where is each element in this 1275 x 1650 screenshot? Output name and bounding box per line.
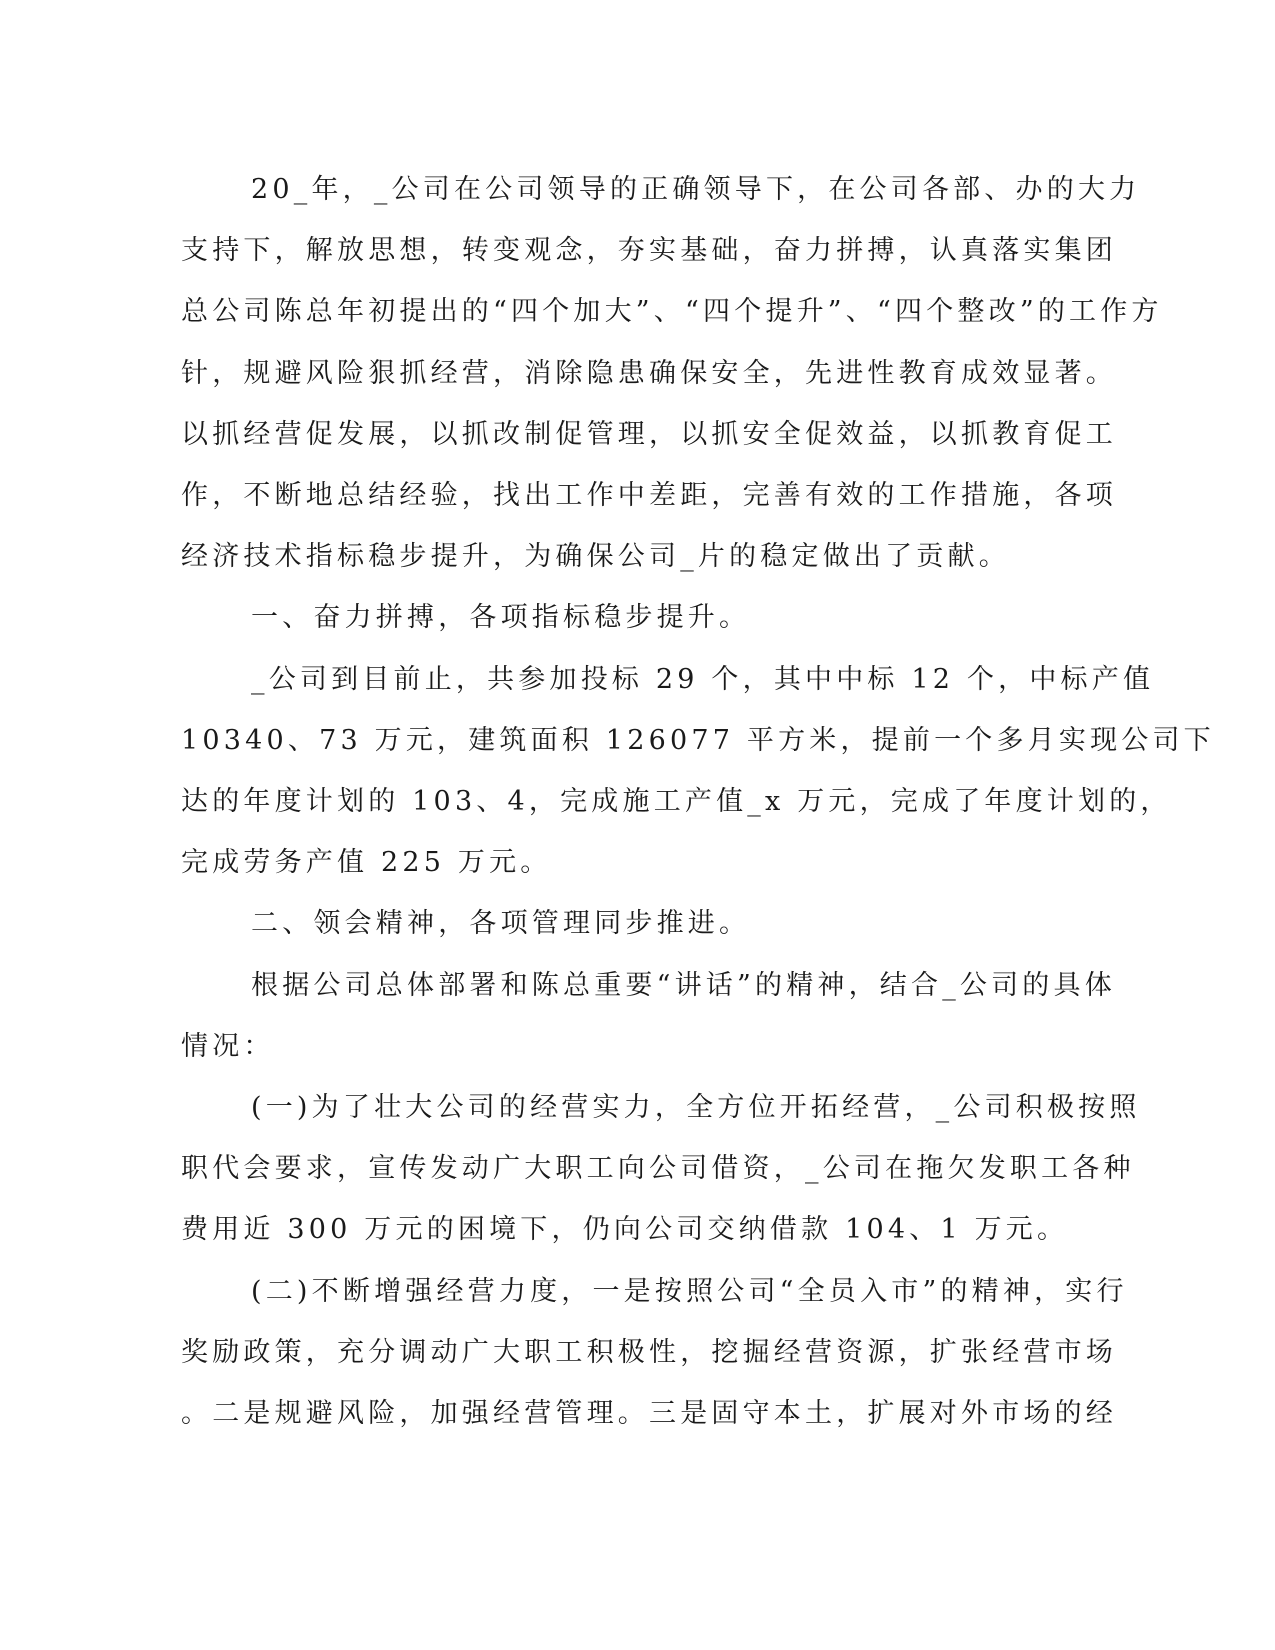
text-line: 达的年度计划的 103、4，完成施工产值_x 万元，完成了年度计划的， <box>181 786 1172 818</box>
text-line: 一、奋力拼搏，各项指标稳步提升。 <box>251 602 751 634</box>
paragraph-basis <box>181 955 1116 1077</box>
text-line: 。二是规避风险，加强经营管理。三是固守本土，扩展对外市场的经 <box>181 1398 1117 1430</box>
text-line: 总公司陈总年初提出的“四个加大”、“四个提升”、“四个整改”的工作方 <box>181 296 1163 328</box>
text-line: 情况： <box>181 1030 275 1062</box>
text-line: 针，规避风险狠抓经营，消除隐患确保安全，先进性教育成效显著。 <box>181 357 1117 389</box>
text-line: 经济技术指标稳步提升，为确保公司_片的稳定做出了贡献。 <box>181 541 1010 573</box>
text-line: 以抓经营促发展，以抓改制促管理，以抓安全促效益，以抓教育促工 <box>181 418 1117 450</box>
text-line: 作，不断地总结经验，找出工作中差距，完善有效的工作措施，各项 <box>181 480 1117 512</box>
paragraph-item-2 <box>181 1261 1128 1445</box>
text-line: 职代会要求，宣传发动广大职工向公司借资，_公司在拖欠发职工各种 <box>181 1153 1135 1185</box>
paragraph-intro <box>181 159 1163 587</box>
text-line: 20_年，_公司在公司领导的正确领导下，在公司各部、办的大力 <box>251 174 1141 205</box>
text-line: (一)为了壮大公司的经营实力，全方位开拓经营，_公司积极按照 <box>251 1092 1141 1124</box>
paragraph-heading-1 <box>181 587 1053 648</box>
text-line: 根据公司总体部署和陈总重要“讲话”的精神，结合_公司的具体 <box>251 969 1116 1001</box>
text-line: 10340、73 万元，建筑面积 126077 平方米，提前一个多月实现公司下 <box>181 724 1215 756</box>
text-line: 二、领会精神，各项管理同步推进。 <box>251 908 751 940</box>
document-body <box>181 159 1215 1444</box>
paragraph-indicators <box>181 649 1215 894</box>
paragraph-item-1 <box>181 1077 1141 1261</box>
text-line: 完成劳务产值 225 万元。 <box>181 847 552 879</box>
text-line: 奖励政策，充分调动广大职工积极性，挖掘经营资源，扩张经营市场 <box>181 1336 1117 1368</box>
paragraph-heading-2 <box>181 893 1053 954</box>
text-line: 费用近 300 万元的困境下，仍向公司交纳借款 104、1 万元。 <box>181 1214 1069 1246</box>
text-line: 支持下，解放思想，转变观念，夯实基础，奋力拼搏，认真落实集团 <box>181 235 1117 267</box>
text-line: _公司到目前止，共参加投标 29 个，其中中标 12 个，中标产值 <box>251 663 1155 695</box>
text-line: (二)不断增强经营力度，一是按照公司“全员入市”的精神，实行 <box>251 1275 1128 1307</box>
